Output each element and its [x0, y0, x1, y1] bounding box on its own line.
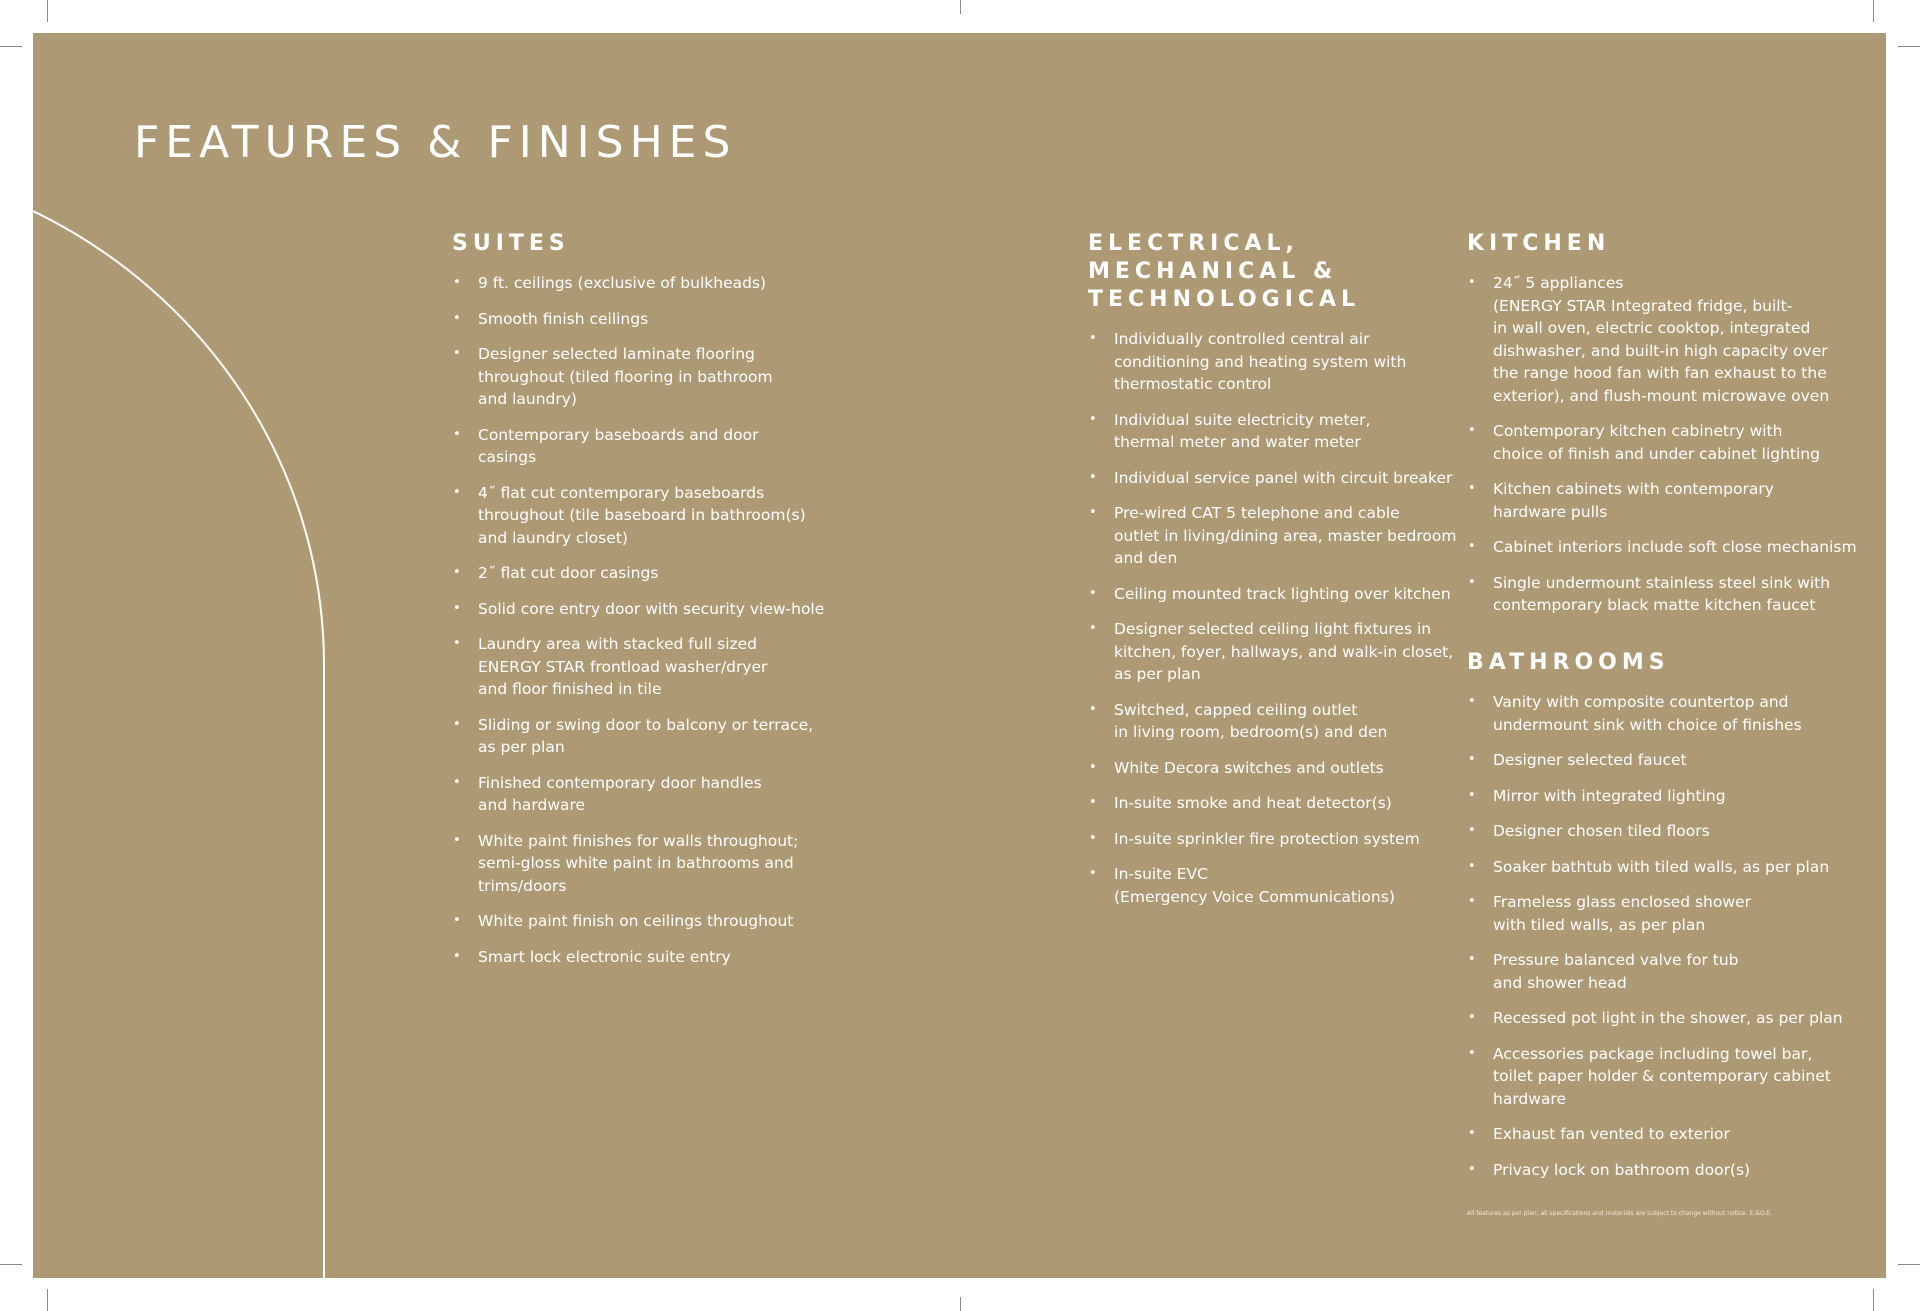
crop-mark [1898, 46, 1920, 47]
list-item: • Pressure balanced valve for tub and shower head [1467, 949, 1867, 994]
list-item: • Designer selected laminate flooring throughout (tiled flooring in bathroom and laundry) [452, 343, 872, 411]
list-item: • Laundry area with stacked full sized ENERGY STAR frontload washer/dryer and floor finished in tile [452, 633, 872, 701]
list-item: • In-suite EVC (Emergency Voice Communications) [1088, 863, 1463, 908]
suites-list [452, 272, 872, 968]
list-item: • Accessories package including towel bar, toilet paper holder & contemporary cabinet hardware [1467, 1043, 1867, 1111]
list-item: • Switched, capped ceiling outlet in living room, bedroom(s) and den [1088, 699, 1463, 744]
list-item: • Designer chosen tiled floors [1467, 820, 1867, 843]
section-heading: ELECTRICAL, MECHANICAL & TECHNOLOGICAL [1088, 231, 1361, 312]
list-item: • Vanity with composite countertop and undermount sink with choice of finishes [1467, 691, 1867, 736]
kitchen-section [1467, 230, 1867, 630]
list-item: • Single undermount stainless steel sink with contemporary black matte kitchen faucet [1467, 572, 1867, 617]
crop-mark [1873, 1289, 1874, 1311]
list-item: • Contemporary kitchen cabinetry with choice of finish and under cabinet lighting [1467, 420, 1867, 465]
list-item: • 9 ft. ceilings (exclusive of bulkheads) [452, 272, 872, 295]
list-item: • Designer selected ceiling light fixtures in kitchen, foyer, hallways, and walk-in closet, as per plan [1088, 618, 1463, 686]
bathrooms-section [1467, 649, 1867, 1194]
list-item: • Pre-wired CAT 5 telephone and cable outlet in living/dining area, master bedroom and den [1088, 502, 1463, 570]
list-item: • Individual service panel with circuit breaker [1088, 467, 1463, 490]
list-item: • Kitchen cabinets with contemporary hardware pulls [1467, 478, 1867, 523]
list-item: • In-suite sprinkler fire protection system [1088, 828, 1463, 851]
crop-mark [0, 1264, 22, 1265]
list-item: • Privacy lock on bathroom door(s) [1467, 1159, 1867, 1182]
list-item: • Cabinet interiors include soft close mechanism [1467, 536, 1867, 559]
crop-mark [960, 1297, 961, 1311]
electrical-list [1088, 328, 1463, 908]
list-item: • 2˝ flat cut door casings [452, 562, 872, 585]
crop-mark [47, 1289, 48, 1311]
list-item: • Ceiling mounted track lighting over kitchen [1088, 583, 1463, 606]
list-item: • Contemporary baseboards and door casings [452, 424, 872, 469]
section-heading: SUITES [452, 231, 570, 256]
crop-mark [1898, 1264, 1920, 1265]
decorative-arc [33, 33, 433, 1278]
list-item: • 24˝ 5 appliances (ENERGY STAR Integrated fridge, built- in wall oven, electric cooktop, integrated dishwasher, and built-in high capacity over the range hood fan with fan exhaust to the exterior), and flush-mount microwave oven [1467, 272, 1867, 407]
crop-mark [1873, 0, 1874, 22]
crop-mark [960, 0, 961, 14]
list-item: • Individually controlled central air conditioning and heating system with thermostatic control [1088, 328, 1463, 396]
section-heading: BATHROOMS [1467, 650, 1670, 675]
bathrooms-list [1467, 691, 1867, 1181]
list-item: • Smart lock electronic suite entry [452, 946, 872, 969]
list-item: • Soaker bathtub with tiled walls, as per plan [1467, 856, 1867, 879]
list-item: • In-suite smoke and heat detector(s) [1088, 792, 1463, 815]
list-item: • White paint finish on ceilings throughout [452, 910, 872, 933]
list-item: • Designer selected faucet [1467, 749, 1867, 772]
list-item: • Sliding or swing door to balcony or terrace, as per plan [452, 714, 872, 759]
list-item: • Recessed pot light in the shower, as per plan [1467, 1007, 1867, 1030]
list-item: • Finished contemporary door handles and hardware [452, 772, 872, 817]
suites-section [452, 230, 872, 981]
list-item: • 4˝ flat cut contemporary baseboards throughout (tile baseboard in bathroom(s) and laundry closet) [452, 482, 872, 550]
list-item: • Mirror with integrated lighting [1467, 785, 1867, 808]
list-item: • Exhaust fan vented to exterior [1467, 1123, 1867, 1146]
list-item: • White Decora switches and outlets [1088, 757, 1463, 780]
disclaimer: All features as per plan; all specifications and materials are subject to change without notice. E.&O.E. [1467, 1210, 1772, 1217]
list-item: • White paint finishes for walls throughout; semi-gloss white paint in bathrooms and trims/doors [452, 830, 872, 898]
page-title: FEATURES & FINISHES [134, 117, 737, 168]
electrical-section [1088, 230, 1463, 921]
crop-mark [47, 0, 48, 22]
brochure-page [33, 33, 1886, 1278]
crop-mark [0, 46, 22, 47]
list-item: • Solid core entry door with security view-hole [452, 598, 872, 621]
section-heading: KITCHEN [1467, 231, 1611, 256]
list-item: • Individual suite electricity meter, thermal meter and water meter [1088, 409, 1463, 454]
list-item: • Frameless glass enclosed shower with tiled walls, as per plan [1467, 891, 1867, 936]
list-item: • Smooth finish ceilings [452, 308, 872, 331]
kitchen-list [1467, 272, 1867, 617]
